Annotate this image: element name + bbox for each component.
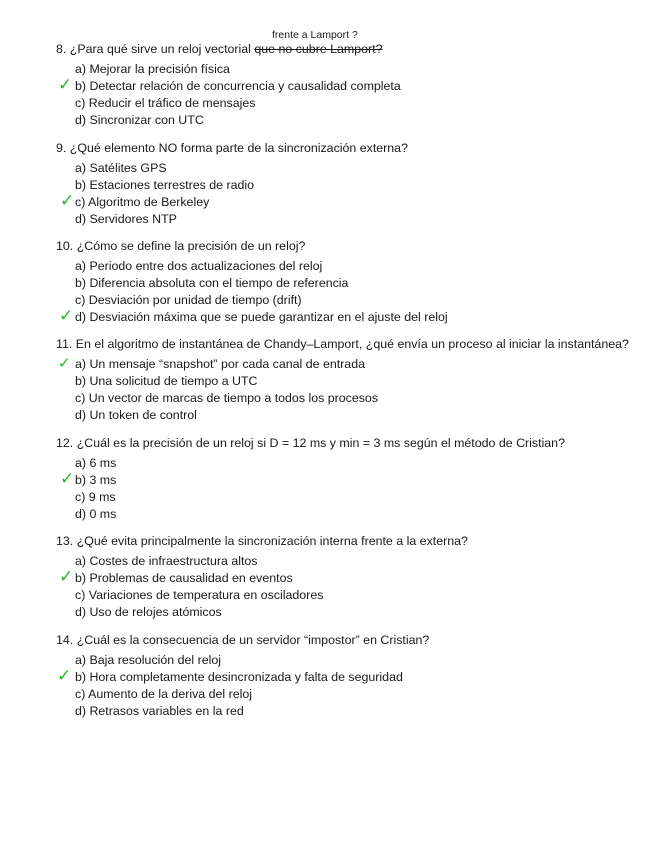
option-b[interactable]: ✓ b) Hora completamente desincronizada y falta de seguridad	[57, 666, 403, 687]
question-11	[56, 336, 629, 424]
option-b[interactable]: b) Una solicitud de tiempo a UTC	[75, 374, 258, 389]
option-d[interactable]: d) Sincronizar con UTC	[75, 113, 204, 128]
question-8-text	[56, 29, 401, 58]
question-number: 8.	[56, 42, 67, 56]
question-text: ¿Cómo se define la precisión de un reloj?	[76, 239, 306, 253]
question-9-text	[56, 140, 408, 157]
option-d[interactable]: d) Un token de control	[75, 408, 197, 423]
question-text: ¿Cuál es la consecuencia de un servidor “impostor” en Cristian?	[76, 633, 430, 647]
question-text: ¿Para qué sirve un reloj vectorial	[69, 42, 251, 56]
option-a[interactable]: a) Baja resolución del reloj	[75, 653, 222, 667]
option-c[interactable]: c) Desviación por unidad de tiempo (drift)	[75, 293, 302, 308]
option-c[interactable]: c) Un vector de marcas de tiempo a todos los procesos	[75, 391, 379, 406]
check-icon: ✓	[59, 567, 74, 588]
question-number: 11.	[56, 337, 73, 351]
struck-text: que no cubre Lamport?	[254, 42, 383, 56]
question-13-text	[56, 533, 468, 550]
question-9	[56, 140, 408, 228]
question-10	[56, 238, 448, 326]
check-icon: ✓	[58, 354, 71, 372]
option-d[interactable]: d) Retrasos variables en la red	[75, 704, 244, 719]
question-number: 14.	[56, 633, 74, 647]
option-a[interactable]: a) 6 ms	[75, 456, 117, 470]
option-c[interactable]: c) Aumento de la deriva del reloj	[75, 687, 253, 702]
option-b[interactable]: ✓ b) Detectar relación de concurrencia y causalidad completa	[58, 75, 401, 96]
question-number: 13.	[56, 534, 74, 548]
option-c[interactable]: c) Variaciones de temperatura en osciladores	[75, 588, 324, 603]
option-d[interactable]: d) Servidores NTP	[75, 212, 177, 227]
option-b[interactable]: b) Diferencia absoluta con el tiempo de referencia	[75, 276, 349, 291]
option-a[interactable]: a) Periodo entre dos actualizaciones del reloj	[75, 259, 323, 273]
question-number: 12.	[56, 436, 74, 450]
option-a[interactable]: a) Satélites GPS	[75, 161, 167, 175]
option-c[interactable]: c) 9 ms	[75, 490, 116, 505]
question-text: ¿Qué evita principalmente la sincronización interna frente a la externa?	[76, 534, 468, 548]
option-c[interactable]: c) Reducir el tráfico de mensajes	[75, 96, 256, 111]
question-10-text	[56, 238, 448, 255]
question-number: 10.	[56, 239, 74, 253]
question-14	[56, 632, 429, 720]
check-icon: ✓	[57, 666, 72, 687]
option-b[interactable]: ✓ b) Problemas de causalidad en eventos	[59, 567, 293, 588]
option-c[interactable]: ✓ c) Algoritmo de Berkeley	[60, 191, 210, 212]
question-12-text	[56, 435, 565, 452]
check-icon: ✓	[59, 306, 74, 327]
option-d[interactable]: d) Uso de relojes atómicos	[75, 605, 222, 620]
question-13	[56, 533, 468, 621]
question-11-text	[56, 336, 629, 353]
check-icon: ✓	[58, 75, 73, 96]
check-icon: ✓	[60, 469, 75, 490]
option-a[interactable]: a) Costes de infraestructura altos	[75, 554, 258, 568]
check-icon: ✓	[60, 191, 75, 212]
handwritten-annotation: frente a Lamport ?	[272, 29, 358, 41]
question-8	[56, 29, 401, 129]
question-12	[56, 435, 565, 523]
option-d[interactable]: d) 0 ms	[75, 507, 117, 522]
question-text: ¿Qué elemento NO forma parte de la sincronización externa?	[69, 141, 408, 155]
question-text: ¿Cuál es la precisión de un reloj si D = 12 ms y min = 3 ms según el método de Cristian?	[76, 436, 565, 450]
option-d[interactable]: ✓ d) Desviación máxima que se puede garantizar en el ajuste del reloj	[59, 306, 448, 327]
option-b[interactable]: b) Estaciones terrestres de radio	[75, 178, 255, 193]
option-b[interactable]: ✓ b) 3 ms	[60, 469, 117, 490]
option-a[interactable]: a) Mejorar la precisión física	[75, 62, 230, 76]
question-number: 9.	[56, 141, 67, 155]
question-14-text	[56, 632, 429, 649]
option-a[interactable]: ✓ a) Un mensaje “snapshot” por cada canal de entrada	[58, 354, 365, 372]
question-text: En el algoritmo de instantánea de Chandy–Lamport, ¿qué envía un proceso al iniciar la instantánea?	[75, 337, 629, 351]
